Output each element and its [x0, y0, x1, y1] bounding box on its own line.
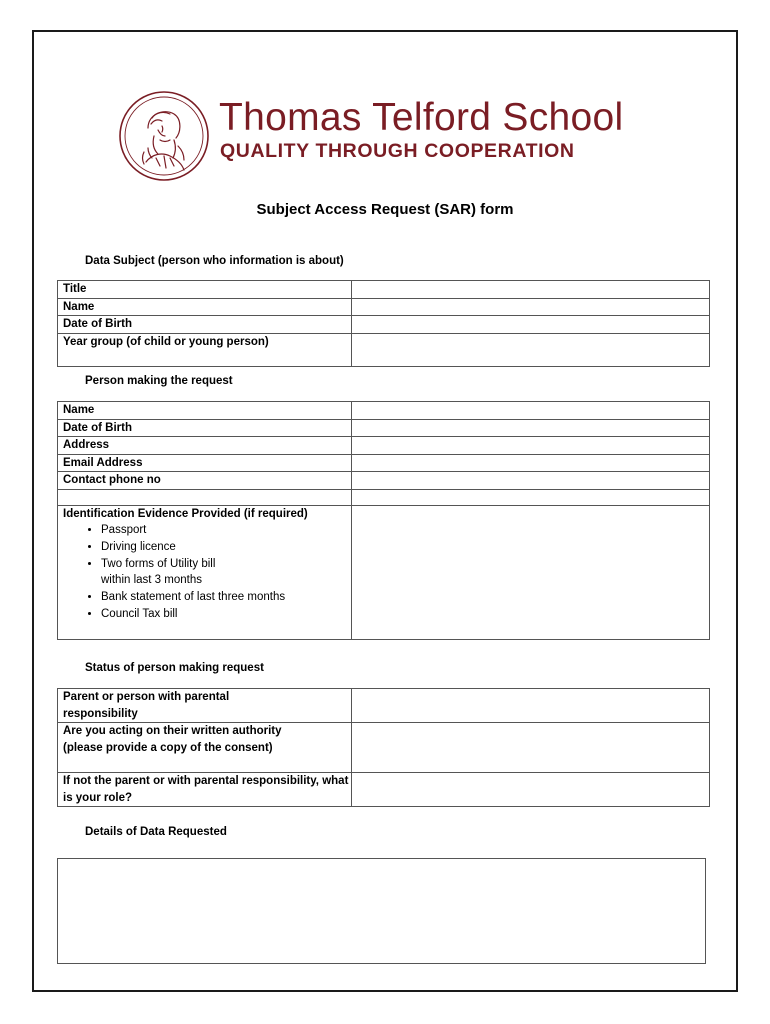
role-input[interactable]: [352, 773, 710, 807]
field-label-address: Address: [58, 437, 352, 455]
table-row: [58, 773, 710, 807]
requester-dob-input[interactable]: [352, 419, 710, 437]
field-label-dob: Date of Birth: [58, 419, 352, 437]
table-row: [58, 689, 710, 723]
role-label-text: If not the parent or with parental responsibility, what is your role?: [63, 775, 349, 804]
field-label-name: Name: [58, 298, 352, 316]
blank-label-cell: [58, 489, 352, 505]
list-item: • Driving licence: [101, 539, 346, 556]
subject-dob-input[interactable]: [352, 316, 710, 334]
table-row: [58, 723, 710, 773]
details-textarea[interactable]: [57, 858, 706, 964]
data-subject-table: [57, 280, 710, 367]
phone-input[interactable]: [352, 472, 710, 490]
table-row: [58, 489, 710, 505]
table-row: [58, 437, 710, 455]
field-label-year-group: Year group (of child or young person): [58, 333, 352, 366]
field-label-phone: Contact phone no: [58, 472, 352, 490]
list-item: • Bank statement of last three months: [101, 589, 346, 606]
details-heading: Details of Data Requested: [85, 826, 227, 838]
year-group-input[interactable]: [352, 333, 710, 366]
id-evidence-list: [63, 522, 346, 623]
list-item: • Two forms of Utility bill within last 3 months: [101, 556, 241, 590]
address-input[interactable]: [352, 437, 710, 455]
table-row: [58, 505, 710, 639]
table-row: [58, 454, 710, 472]
field-label-dob: Date of Birth: [58, 316, 352, 334]
table-row: [58, 333, 710, 366]
authority-label-text: Are you acting on their written authority (please provide a copy of the consent): [63, 725, 282, 754]
table-row: [58, 419, 710, 437]
status-heading: Status of person making request: [85, 662, 264, 674]
school-motto: QUALITY THROUGH COOPERATION: [220, 140, 575, 162]
table-row: [58, 402, 710, 420]
table-row: [58, 316, 710, 334]
id-evidence-input[interactable]: [352, 505, 710, 639]
school-crest-icon: [118, 90, 210, 182]
field-label-title: Title: [58, 281, 352, 299]
blank-input[interactable]: [352, 489, 710, 505]
data-subject-heading: Data Subject (person who information is about): [85, 255, 344, 267]
id-evidence-label: Identification Evidence Provided (if required): [63, 507, 308, 520]
requester-heading: Person making the request: [85, 375, 233, 387]
parent-label-text: Parent or person with parental responsibility: [63, 691, 230, 720]
list-item: • Council Tax bill: [101, 606, 346, 623]
field-label-name: Name: [58, 402, 352, 420]
requester-table: [57, 401, 710, 640]
status-table: [57, 688, 710, 807]
field-label-role: [58, 773, 352, 807]
title-input[interactable]: [352, 281, 710, 299]
school-name: Thomas Telford School: [219, 96, 624, 139]
table-row: [58, 281, 710, 299]
field-label-authority: [58, 723, 352, 773]
parent-input[interactable]: [352, 689, 710, 723]
table-row: [58, 298, 710, 316]
email-input[interactable]: [352, 454, 710, 472]
form-title: Subject Access Request (SAR) form: [256, 201, 514, 218]
authority-input[interactable]: [352, 723, 710, 773]
table-row: [58, 472, 710, 490]
requester-name-input[interactable]: [352, 402, 710, 420]
subject-name-input[interactable]: [352, 298, 710, 316]
field-label-email: Email Address: [58, 454, 352, 472]
list-item: • Passport: [101, 522, 346, 539]
field-label-parent: [58, 689, 352, 723]
id-evidence-cell: [58, 505, 352, 639]
